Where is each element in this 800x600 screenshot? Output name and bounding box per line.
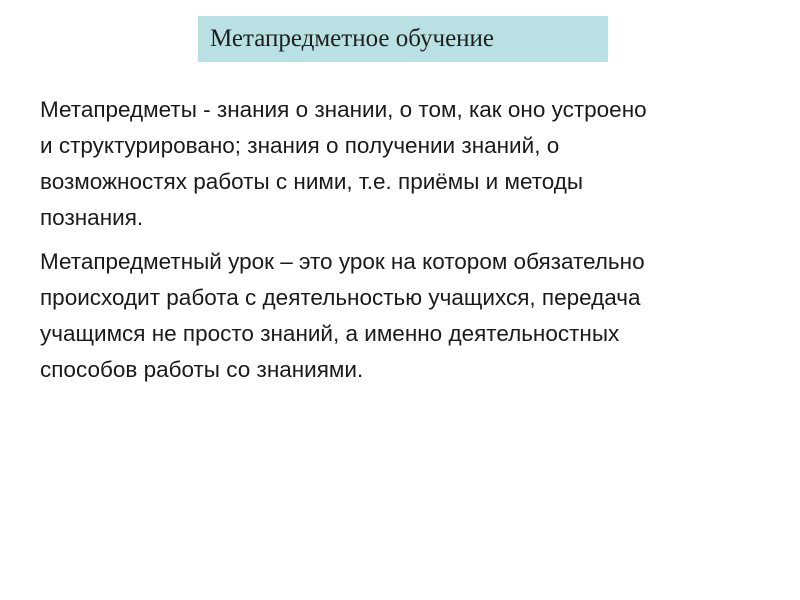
text-line: учащимся не просто знаний, а именно деятельностных — [40, 321, 620, 346]
text-line: познания. — [40, 205, 144, 230]
text-line: способов работы со знаниями. — [40, 357, 364, 382]
slide-title: Метапредметное обучение — [198, 16, 608, 62]
text-line: Метапредметы - знания о знании, о том, как оно устроено — [40, 97, 647, 122]
slide-body — [40, 92, 770, 388]
text-line: Метапредметный урок – это урок на котором обязательно — [40, 249, 645, 274]
text-line: и структурировано; знания о получении знаний, о — [40, 133, 560, 158]
text-line: возможностях работы с ними, т.е. приёмы и методы — [40, 169, 584, 194]
paragraph-metasubject-lesson — [40, 244, 770, 388]
paragraph-metasubjects — [40, 92, 770, 236]
text-line: происходит работа с деятельностью учащихся, передача — [40, 285, 641, 310]
